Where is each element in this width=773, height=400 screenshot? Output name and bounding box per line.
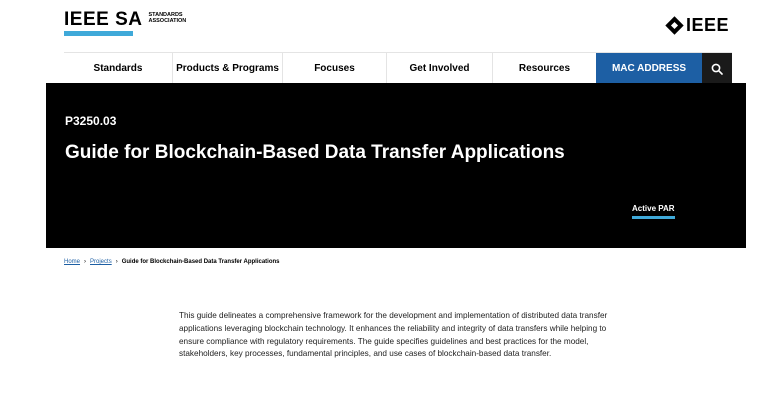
ieee-sa-logo[interactable] bbox=[64, 10, 186, 30]
nav-item-focuses[interactable]: Focuses bbox=[282, 53, 386, 84]
project-description: This guide delineates a comprehensive framework for the development and implementation of distributed data transfer applications leveraging blockchain technology. It enhances the reliability and integrity of data transfers while helping to ensure compliance with regulatory requirements. The guide specifies guidelines and best practices for the model, stakeholders, key processes, fundamental principles, and use cases of blockchain-based data transfer. bbox=[179, 311, 608, 359]
ieee-logo[interactable] bbox=[668, 15, 729, 36]
breadcrumb-current: Guide for Blockchain-Based Data Transfer Applications bbox=[121, 259, 280, 265]
status-underline bbox=[632, 216, 675, 219]
search-icon bbox=[711, 63, 723, 75]
breadcrumb bbox=[64, 259, 280, 265]
nav-item-mac-address[interactable]: MAC ADDRESS bbox=[596, 53, 702, 84]
ieee-sa-subtitle bbox=[148, 12, 186, 24]
nav-item-products-programs[interactable]: Products & Programs bbox=[172, 53, 282, 84]
breadcrumb-home-link[interactable]: Home bbox=[64, 259, 81, 265]
breadcrumb-separator: › bbox=[115, 259, 118, 265]
breadcrumb-separator: › bbox=[84, 259, 87, 265]
status-badge: Active PAR bbox=[632, 204, 675, 213]
ieee-sa-subtitle-line2: ASSOCIATION bbox=[148, 18, 187, 24]
search-button[interactable] bbox=[702, 53, 732, 84]
ieee-logo-text: IEEE bbox=[685, 15, 729, 35]
breadcrumb-projects-link[interactable]: Projects bbox=[90, 259, 112, 265]
ieee-diamond-icon bbox=[665, 16, 683, 34]
nav-item-resources[interactable]: Resources bbox=[492, 53, 596, 84]
hero-banner bbox=[46, 83, 746, 248]
nav-item-get-involved[interactable]: Get Involved bbox=[386, 53, 492, 84]
ieee-sa-subtitle-line1: STANDARDS bbox=[148, 12, 183, 18]
project-code: P3250.03 bbox=[65, 114, 117, 128]
ieee-sa-logo-bar bbox=[64, 31, 133, 36]
nav-item-standards[interactable]: Standards bbox=[93, 63, 143, 74]
page-title: Guide for Blockchain-Based Data Transfer Applications bbox=[65, 142, 565, 163]
main-navigation bbox=[64, 52, 732, 83]
ieee-sa-wordmark: IEEE SA bbox=[64, 9, 143, 30]
site-header bbox=[0, 0, 773, 48]
